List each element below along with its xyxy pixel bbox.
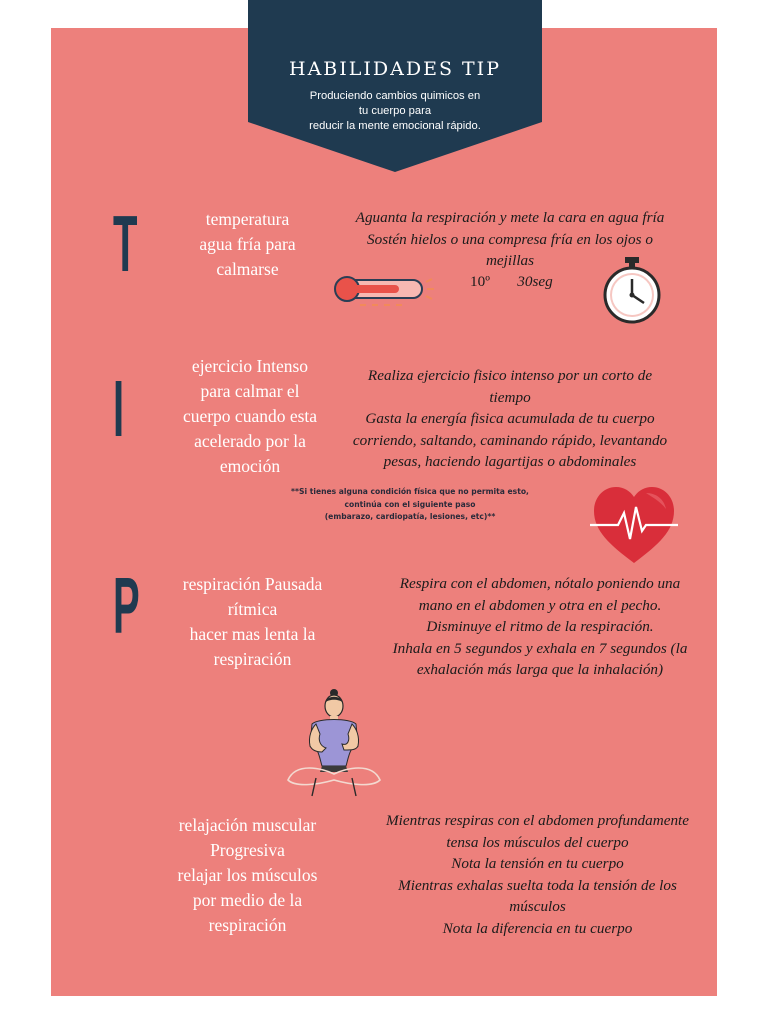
letter-i: I [113,364,125,453]
description-line: Aguanta la respiración y mete la cara en agua fría [355,209,665,226]
description-line: Mientras exhalas suelta toda la tensión de los [398,876,677,894]
label-line: agua fría para [199,234,296,254]
description-line: Sostén hielos o una compresa fría en los ojos o [367,230,653,248]
label-line: temperatura [205,209,290,229]
warning-note [270,486,550,524]
label-line: acelerado por la [194,431,306,451]
section-i-label [160,354,340,479]
label-line: relajar los músculos [177,865,318,885]
section-i-description [330,365,690,473]
description-line: pesas, haciendo lagartijas o abdominales [383,453,637,470]
thermometer-icon [332,272,436,312]
section-t-label [160,207,335,282]
description-line: Respira con el abdomen, nótalo poniendo una [399,575,681,592]
section-relajacion-description [355,810,720,939]
label-line: respiración [213,649,292,669]
duration-value: 30seg [517,273,553,290]
label-line: relajación muscular [178,815,317,835]
label-line: emoción [219,456,281,476]
page-title: HABILIDADES TIP [289,58,501,80]
label-line: cuerpo cuando esta [182,406,318,426]
description-line: Nota la tensión en tu cuerpo [451,855,624,872]
subtitle-line: tu cuerpo para [358,105,432,117]
note-line: **Si tienes alguna condición física que no permita esto, [291,487,529,496]
subtitle-line: reducir la mente emocional rápido. [309,120,481,132]
label-line: calmarse [216,259,279,279]
description-line: Gasta la energía fisica acumulada de tu cuerpo [365,410,655,427]
description-line: Realiza ejercicio fisico intenso por un corto de [367,367,653,384]
subtitle-line: Produciendo cambios quimicos en [309,90,481,102]
section-p-description [360,573,720,681]
description-line: tensa los músculos del cuerpo [446,833,629,851]
description-line: Mientras respiras con el abdomen profundamente [385,812,689,829]
description-line: Nota la diferencia en tu cuerpo [442,919,633,937]
description-line: mano en el abdomen y otra en el pecho. [418,596,662,614]
note-line: (embarazo, cardiopatía, lesiones, etc)** [324,512,496,521]
label-line: respiración [208,915,287,935]
heartbeat-icon [590,483,678,565]
description-line: Inhala en 5 segundos y exhala en 7 segundos (la [392,639,688,657]
note-line: continúa con el siguiente paso [344,499,476,509]
banner-shape [248,0,542,172]
stopwatch-icon [600,255,664,327]
description-line: Disminuye el ritmo de la respiración. [426,618,654,635]
letter-t: T [113,199,138,288]
description-line: corriendo, saltando, caminando rápido, levantando [352,431,668,449]
letter-p: P [113,561,140,650]
header-banner [248,0,542,172]
temperature-value: 10º [470,273,490,290]
label-line: hacer mas lenta la [189,624,316,644]
description-line: tiempo [489,388,531,406]
section-relajacion-label [160,813,335,938]
description-line: mejillas [485,252,535,269]
description-line: exhalación más larga que la inhalación) [416,661,664,678]
label-line: para calmar el [200,381,300,401]
label-line: respiración Pausada [182,574,323,594]
section-p-label [160,572,345,672]
label-line: por medio de la [192,890,303,910]
label-line: rítmica [227,599,278,619]
page-subtitle [268,89,522,134]
description-line: músculos [509,898,566,915]
label-line: ejercicio Intenso [191,356,309,376]
meditating-person-icon [282,688,382,800]
label-line: Progresiva [210,840,285,860]
